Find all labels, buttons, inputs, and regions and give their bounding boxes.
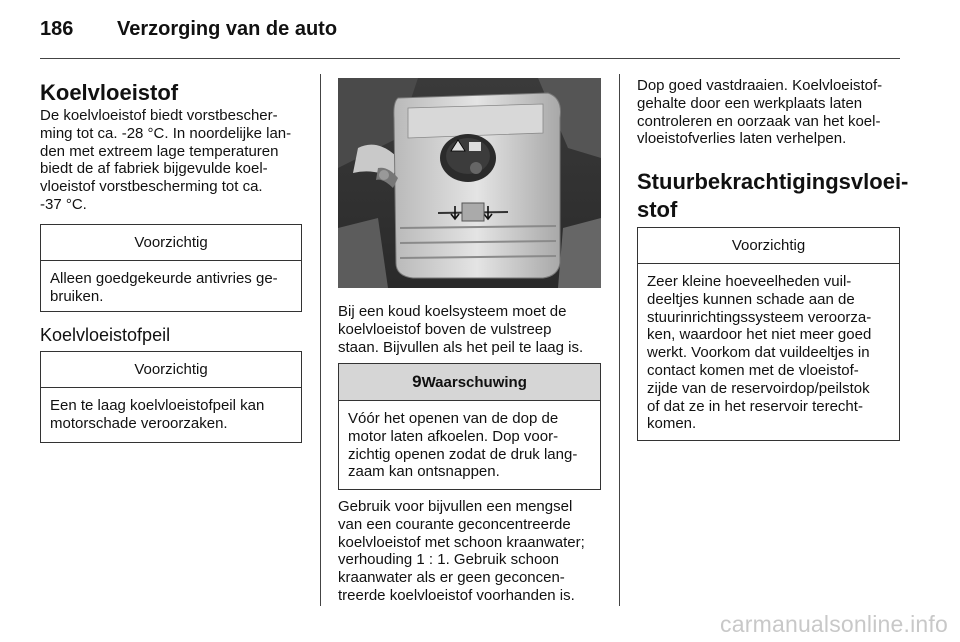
heading-line: stof	[637, 197, 678, 222]
text-line: werkt. Voorkom dat vuildeeltjes in	[647, 344, 870, 362]
text-line: zichtig openen zodat de druk lang-	[348, 445, 578, 463]
section-heading-coolant: Koelvloeistof	[40, 80, 179, 105]
text-line: De koelvloeistof biedt vorstbescher-	[40, 107, 278, 124]
caution-box-coolant-level	[40, 351, 302, 443]
coolant-intro	[40, 107, 305, 214]
text-line: zaam kan ontsnappen.	[348, 463, 500, 481]
text-line: -37 °C.	[40, 195, 87, 213]
text-line: komen.	[647, 415, 697, 433]
text-line: gehalte door een werkplaats laten	[637, 94, 863, 112]
warning-body	[339, 401, 600, 490]
text-line: biedt de af fabriek bijgevulde koel-	[40, 160, 268, 178]
text-line: koelvloeistof boven de vulstreep	[338, 320, 552, 338]
caution-title: Voorzichtig	[41, 352, 301, 388]
text-line: Dop goed vastdraaien. Koelvloeistof-	[637, 77, 883, 94]
warning-title-text: Waarschuwing	[421, 374, 527, 391]
text-line: motorschade veroorzaken.	[50, 414, 228, 432]
text-line: verhouding 1 : 1. Gebruik schoon	[338, 551, 559, 569]
text-line: vloeistof vorstbescherming tot ca.	[40, 178, 263, 196]
page-number: 186	[40, 18, 74, 40]
caution-box-power-steering	[637, 227, 900, 441]
caution-body	[638, 264, 899, 442]
text-line: den met extreem lage temperaturen	[40, 142, 279, 160]
text-line: Bij een koud koelsysteem moet de	[338, 303, 567, 320]
text-line: koelvloeistof met schoon kraanwater;	[338, 533, 585, 551]
caution-body	[41, 261, 301, 315]
column-divider-right	[619, 74, 620, 606]
middle-column-text-2	[338, 498, 613, 605]
caution-body	[41, 388, 301, 442]
refill-paragraph	[338, 498, 613, 605]
left-column-sub	[40, 324, 305, 346]
watermark: carmanualsonline.info	[720, 611, 948, 637]
text-line: bruiken.	[50, 287, 104, 305]
column-divider-left	[320, 74, 321, 606]
text-line: zijde van de reservoirdop/peilstok	[647, 379, 870, 397]
text-line: Een te laag koelvloeistofpeil kan	[50, 397, 265, 414]
cap-paragraph	[637, 77, 912, 148]
heading-line: Stuurbekrachtigingsvloei-	[637, 169, 909, 194]
right-column-heading	[637, 168, 912, 224]
coolant-reservoir-photo	[338, 78, 601, 288]
warning-box	[338, 363, 601, 490]
text-line: motor laten afkoelen. Dop voor-	[348, 427, 559, 445]
text-line: ken, waardoor het niet meer goed	[647, 326, 872, 344]
text-line: kraanwater als er geen geconcen-	[338, 569, 565, 587]
caution-title: Voorzichtig	[41, 225, 301, 261]
right-column-text	[637, 77, 912, 148]
page-title: Verzorging van de auto	[117, 18, 338, 40]
text-line: Zeer kleine hoeveelheden vuil-	[647, 273, 852, 290]
text-line: vloeistofverlies laten verhelpen.	[637, 130, 847, 148]
text-line: controleren en oorzaak van het koel-	[637, 112, 881, 130]
left-column	[40, 80, 305, 214]
coolant-level-paragraph	[338, 303, 608, 356]
text-line: contact komen met de vloeistof-	[647, 361, 859, 379]
text-line: van een courante geconcentreerde	[338, 515, 571, 533]
warning-symbol-icon: 9	[412, 372, 422, 391]
text-line: stuurinrichtingssysteem veroorza-	[647, 308, 872, 326]
section-heading-power-steering-fluid	[637, 168, 912, 224]
text-line: treerde koelvloeistof voorhanden is.	[338, 586, 575, 604]
text-line: Alleen goedgekeurde antivries ge-	[50, 270, 278, 287]
text-line: Gebruik voor bijvullen een mengsel	[338, 498, 573, 515]
text-line: Vóór het openen van de dop de	[348, 410, 559, 427]
text-line: of dat ze in het reservoir terecht-	[647, 397, 863, 415]
caution-title: Voorzichtig	[638, 228, 899, 264]
header-rule	[40, 58, 900, 59]
caution-box-antifreeze	[40, 224, 302, 312]
middle-column-text-1	[338, 303, 608, 356]
text-line: staan. Bijvullen als het peil te laag is.	[338, 338, 584, 356]
text-line: deeltjes kunnen schade aan de	[647, 290, 855, 308]
subheading-coolant-level: Koelvloeistofpeil	[40, 325, 171, 345]
warning-title	[339, 364, 600, 401]
text-line: ming tot ca. -28 °C. In noordelijke lan-	[40, 124, 292, 142]
